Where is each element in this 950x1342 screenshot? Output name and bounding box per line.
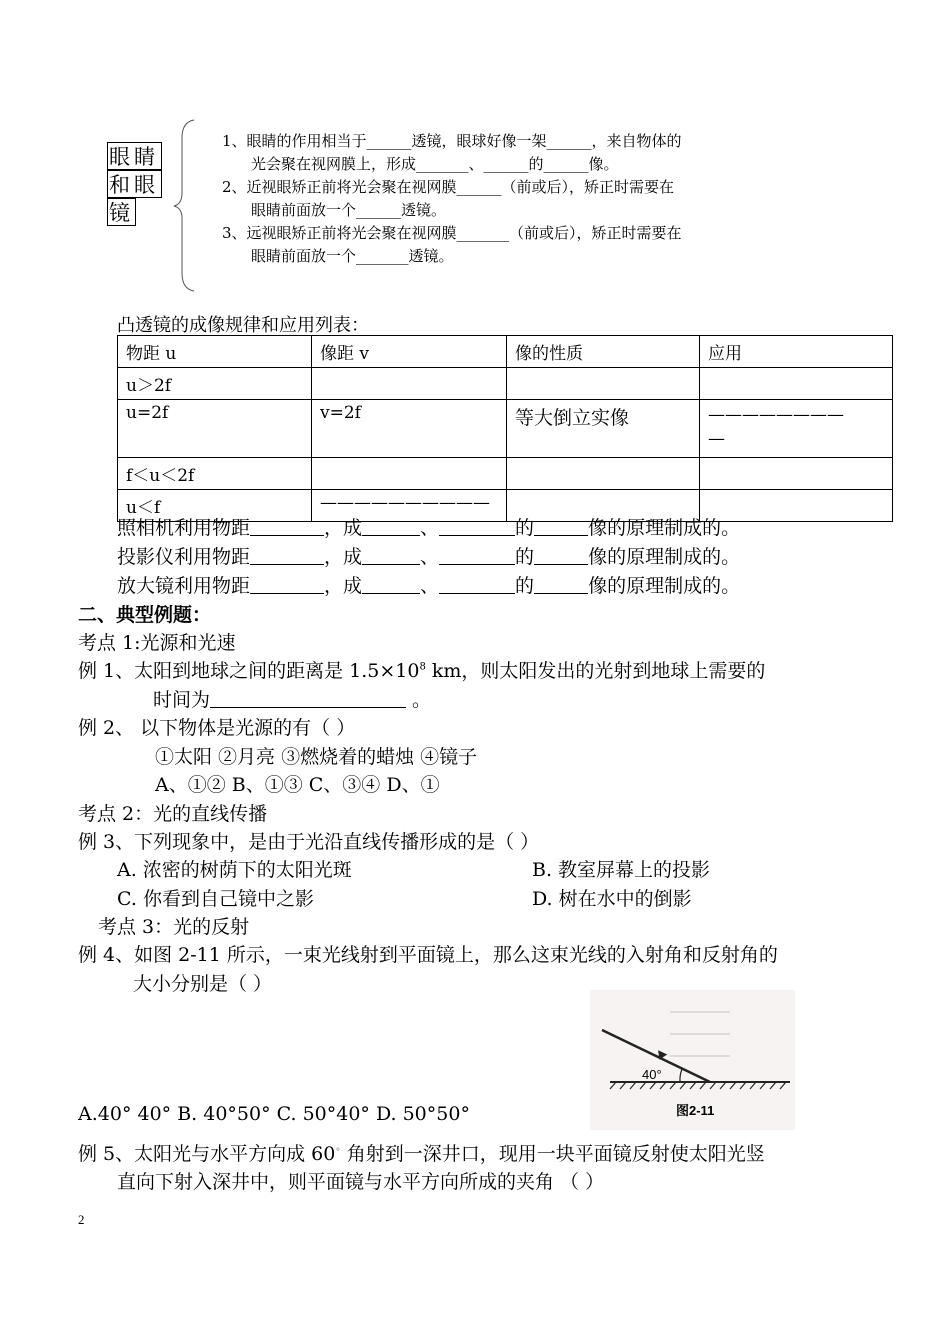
- table-cell: ———————— —: [700, 400, 893, 458]
- example-1-line1: 例 1、太阳到地球之间的距离是 $1.5\times 10^8$ km，则太阳发出的光射到地球上需要的: [78, 660, 766, 682]
- table-cell: u＜f: [118, 490, 312, 522]
- figure-caption: 图2-11: [676, 1103, 715, 1118]
- eye-label-line-1: 眼睛: [107, 142, 162, 170]
- table-cell: [700, 458, 893, 490]
- header-image-nature: 像的性质: [507, 336, 700, 368]
- header-object-distance: 物距 u: [118, 336, 312, 368]
- eye-item-3-line1: 3、远视眼矫正前将光会聚在视网膜_______（前或后），矫正时需要在: [222, 224, 682, 242]
- eye-item-2-line2: 眼睛前面放一个______透镜。: [251, 201, 447, 219]
- table-cell: [312, 458, 507, 490]
- table-cell: u=2f: [118, 400, 312, 458]
- figure-2-11: [590, 990, 795, 1130]
- example-1-line2: 时间为 。: [153, 689, 432, 711]
- table-title: 凸透镜的成像规律和应用列表：: [117, 315, 369, 336]
- page-number: 2: [78, 1212, 85, 1227]
- point-1: 考点 1:光源和光速: [78, 632, 236, 654]
- table-cell: f＜u＜2f: [118, 458, 312, 490]
- example-3-option-c: C. 你看到自己镜中之影: [117, 888, 314, 910]
- table-cell: [312, 368, 507, 400]
- table-cell: u＞2f: [118, 368, 312, 400]
- eye-section-label: [107, 142, 162, 226]
- eye-item-1-line1: 1、眼睛的作用相当于______透镜，眼球好像一架______，来自物体的: [222, 132, 682, 150]
- table-cell: [507, 458, 700, 490]
- figure-angle-label: 40°: [642, 1067, 662, 1082]
- table-cell: [700, 368, 893, 400]
- example-3-stem: 例 3、下列现象中，是由于光沿直线传播形成的是（ ）: [78, 831, 540, 853]
- application-line-3: 放大镜利用物距 ，成 、 的 像的原理制成的。: [117, 575, 741, 597]
- example-2-items: ①太阳 ②月亮 ③燃烧着的蜡烛 ④镜子: [155, 746, 478, 768]
- example-3-option-b: B. 教室屏幕上的投影: [532, 859, 711, 881]
- eye-label-line-3: 镜: [107, 198, 136, 226]
- application-line-2: 投影仪利用物距 ，成 、 的 像的原理制成的。: [117, 546, 741, 568]
- eye-item-3-line2: 眼睛前面放一个_______透镜。: [251, 247, 454, 265]
- header-application: 应用: [700, 336, 893, 368]
- convex-lens-table: [117, 335, 893, 522]
- table-cell: [507, 368, 700, 400]
- table-cell: ——————————: [312, 490, 507, 522]
- example-3-option-a: A. 浓密的树荫下的太阳光斑: [117, 859, 352, 881]
- point-2: 考点 2：光的直线传播: [78, 803, 268, 825]
- example-3-option-d: D. 树在水中的倒影: [532, 888, 692, 910]
- eye-label-line-2: 和眼: [107, 170, 162, 198]
- example-4-line1: 例 4、如图 2-11 所示，一束光线射到平面镜上，那么这束光线的入射角和反射角的: [78, 944, 778, 966]
- example-2-stem: 例 2、 以下物体是光源的有（ ）: [78, 717, 356, 739]
- header-image-distance: 像距 v: [312, 336, 507, 368]
- application-line-1: 照相机利用物距 ，成 、 的 像的原理制成的。: [117, 517, 741, 539]
- example-4-line2: 大小分别是（ ）: [133, 973, 273, 995]
- example-4-options: A.40° 40° B. 40°50° C. 50°40° D. 50°50°: [78, 1103, 470, 1125]
- section-2-title: 二、典型例题：: [78, 604, 212, 626]
- table-cell: 等大倒立实像: [507, 400, 700, 458]
- table-cell: v=2f: [312, 400, 507, 458]
- example-2-options: A、①② B、①③ C、③④ D、①: [155, 774, 440, 796]
- eye-item-1-line2: 光会聚在视网膜上，形成_______、______的______像。: [251, 155, 619, 173]
- example-5-line1: 例 5、太阳光与水平方向成 60◦ 角射到一深井口，现用一块平面镜反射使太阳光竖: [78, 1143, 765, 1165]
- curly-brace: [170, 118, 200, 293]
- point-3: 考点 3：光的反射: [98, 916, 250, 938]
- example-5-line2: 直向下射入深井中，则平面镜与水平方向所成的夹角 （ ）: [117, 1171, 605, 1193]
- eye-item-2-line1: 2、近视眼矫正前将光会聚在视网膜______（前或后），矫正时需要在: [222, 178, 675, 196]
